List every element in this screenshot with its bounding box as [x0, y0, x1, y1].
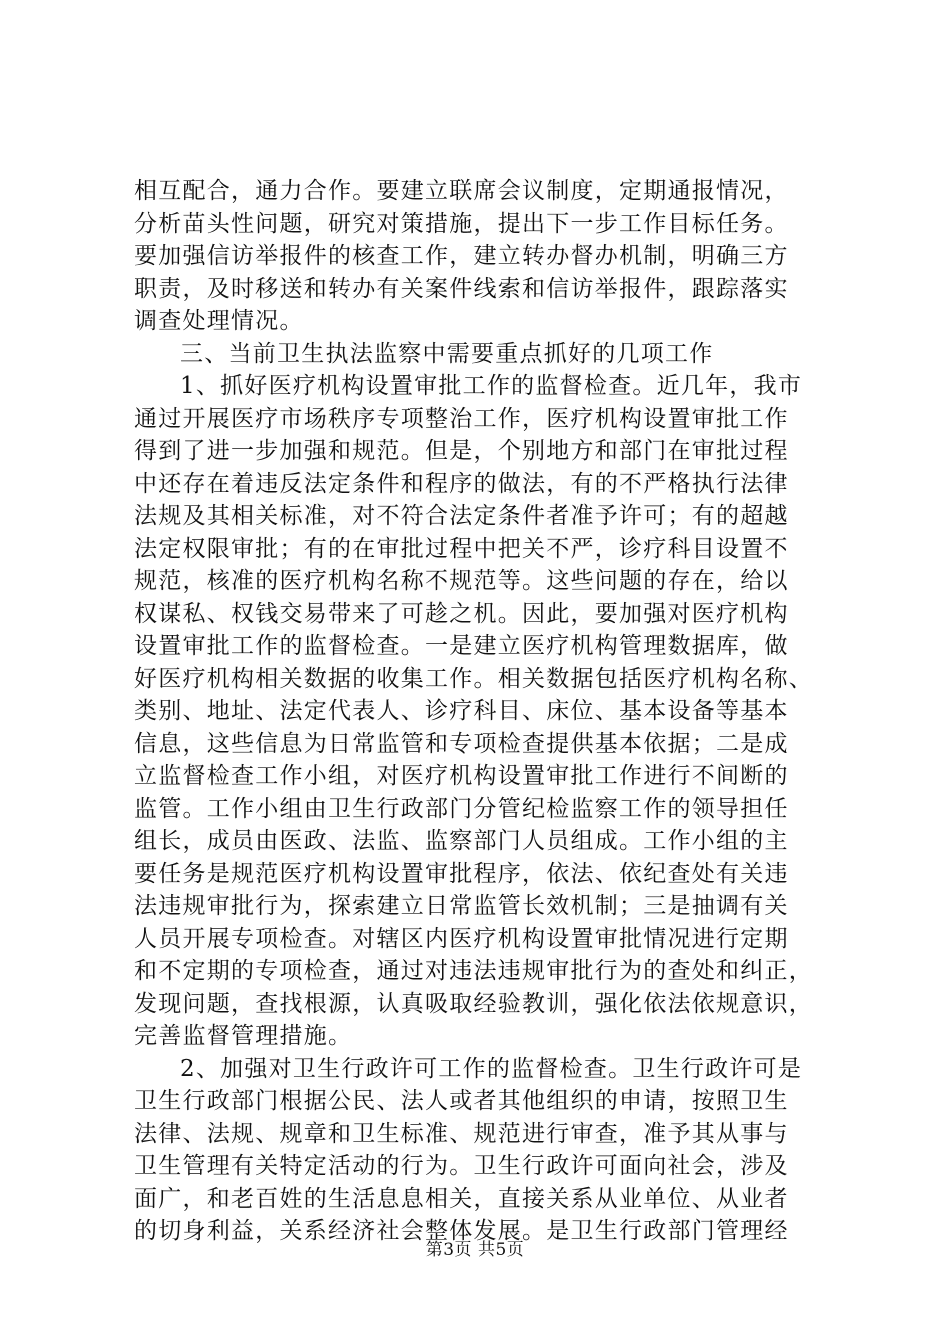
text-line: 的切身利益，关系经济社会整体发展。是卫生行政部门管理经 [134, 1218, 789, 1244]
text-line: 卫生管理有关特定活动的行为。卫生行政许可面向社会，涉及 [134, 1153, 789, 1179]
text-line: 2、加强对卫生行政许可工作的监督检查。卫生行政许可是 [180, 1055, 803, 1082]
text-line: 法违规审批行为，探索建立日常监管长效机制；三是抽调有关 [134, 893, 789, 919]
text-line: 监管。工作小组由卫生行政部门分管纪检监察工作的领导担任 [134, 795, 789, 822]
text-line: 和不定期的专项检查，通过对违法违规审批行为的查处和纠正， [134, 958, 813, 984]
text-line: 法规及其相关标准，对不符合法定条件者准予许可；有的超越 [134, 503, 789, 529]
document-body [134, 175, 834, 1248]
page-number-label: 第3页 共5页 [425, 1240, 525, 1260]
text-line: 好医疗机构相关数据的收集工作。相关数据包括医疗机构名称、 [134, 665, 813, 692]
text-line: 相互配合，通力合作。要建立联席会议制度，定期通报情况， [134, 178, 789, 204]
text-line: 通过开展医疗市场秩序专项整治工作，医疗机构设置审批工作 [134, 405, 789, 432]
text-line: 得到了进一步加强和规范。但是，个别地方和部门在审批过程 [134, 438, 789, 464]
text-line: 卫生行政部门根据公民、法人或者其他组织的申请，按照卫生 [134, 1088, 789, 1114]
text-line: 规范，核准的医疗机构名称不规范等。这些问题的存在，给以 [134, 568, 789, 594]
text-line: 法律、法规、规章和卫生标准、规范进行审查，准予其从事与 [134, 1120, 789, 1147]
text-line: 三、当前卫生执法监察中需要重点抓好的几项工作 [180, 340, 714, 367]
text-line: 人员开展专项检查。对辖区内医疗机构设置审批情况进行定期 [134, 925, 789, 952]
page-footer [0, 1235, 950, 1260]
text-line: 信息，这些信息为日常监管和专项检查提供基本依据；二是成 [134, 730, 789, 757]
text-line: 职责，及时移送和转办有关案件线索和信访举报件，跟踪落实 [134, 275, 789, 302]
text-line: 面广，和老百姓的生活息息相关，直接关系从业单位、从业者 [134, 1185, 789, 1212]
text-line: 权谋私、权钱交易带来了可趁之机。因此，要加强对医疗机构 [134, 600, 789, 627]
text-line: 法定权限审批；有的在审批过程中把关不严，诊疗科目设置不 [134, 535, 789, 562]
text-line: 组长，成员由医政、法监、监察部门人员组成。工作小组的主 [134, 828, 789, 854]
text-line: 设置审批工作的监督检查。一是建立医疗机构管理数据库，做 [134, 633, 789, 659]
text-line: 1、抓好医疗机构设置审批工作的监督检查。近几年，我市 [180, 373, 803, 399]
text-line: 类别、地址、法定代表人、诊疗科目、床位、基本设备等基本 [134, 698, 789, 724]
text-line: 调查处理情况。 [134, 308, 304, 334]
text-line: 完善监督管理措施。 [134, 1023, 353, 1049]
text-line: 分析苗头性问题，研究对策措施，提出下一步工作目标任务。 [134, 210, 789, 237]
text-line: 立监督检查工作小组，对医疗机构设置审批工作进行不间断的 [134, 763, 789, 789]
text-line: 发现问题，查找根源，认真吸取经验教训，强化依法依规意识， [134, 990, 813, 1017]
text-line: 中还存在着违反法定条件和程序的做法，有的不严格执行法律 [134, 470, 789, 497]
text-line: 要任务是规范医疗机构设置审批程序，依法、依纪查处有关违 [134, 860, 789, 887]
text-line: 要加强信访举报件的核查工作，建立转办督办机制，明确三方 [134, 243, 789, 269]
